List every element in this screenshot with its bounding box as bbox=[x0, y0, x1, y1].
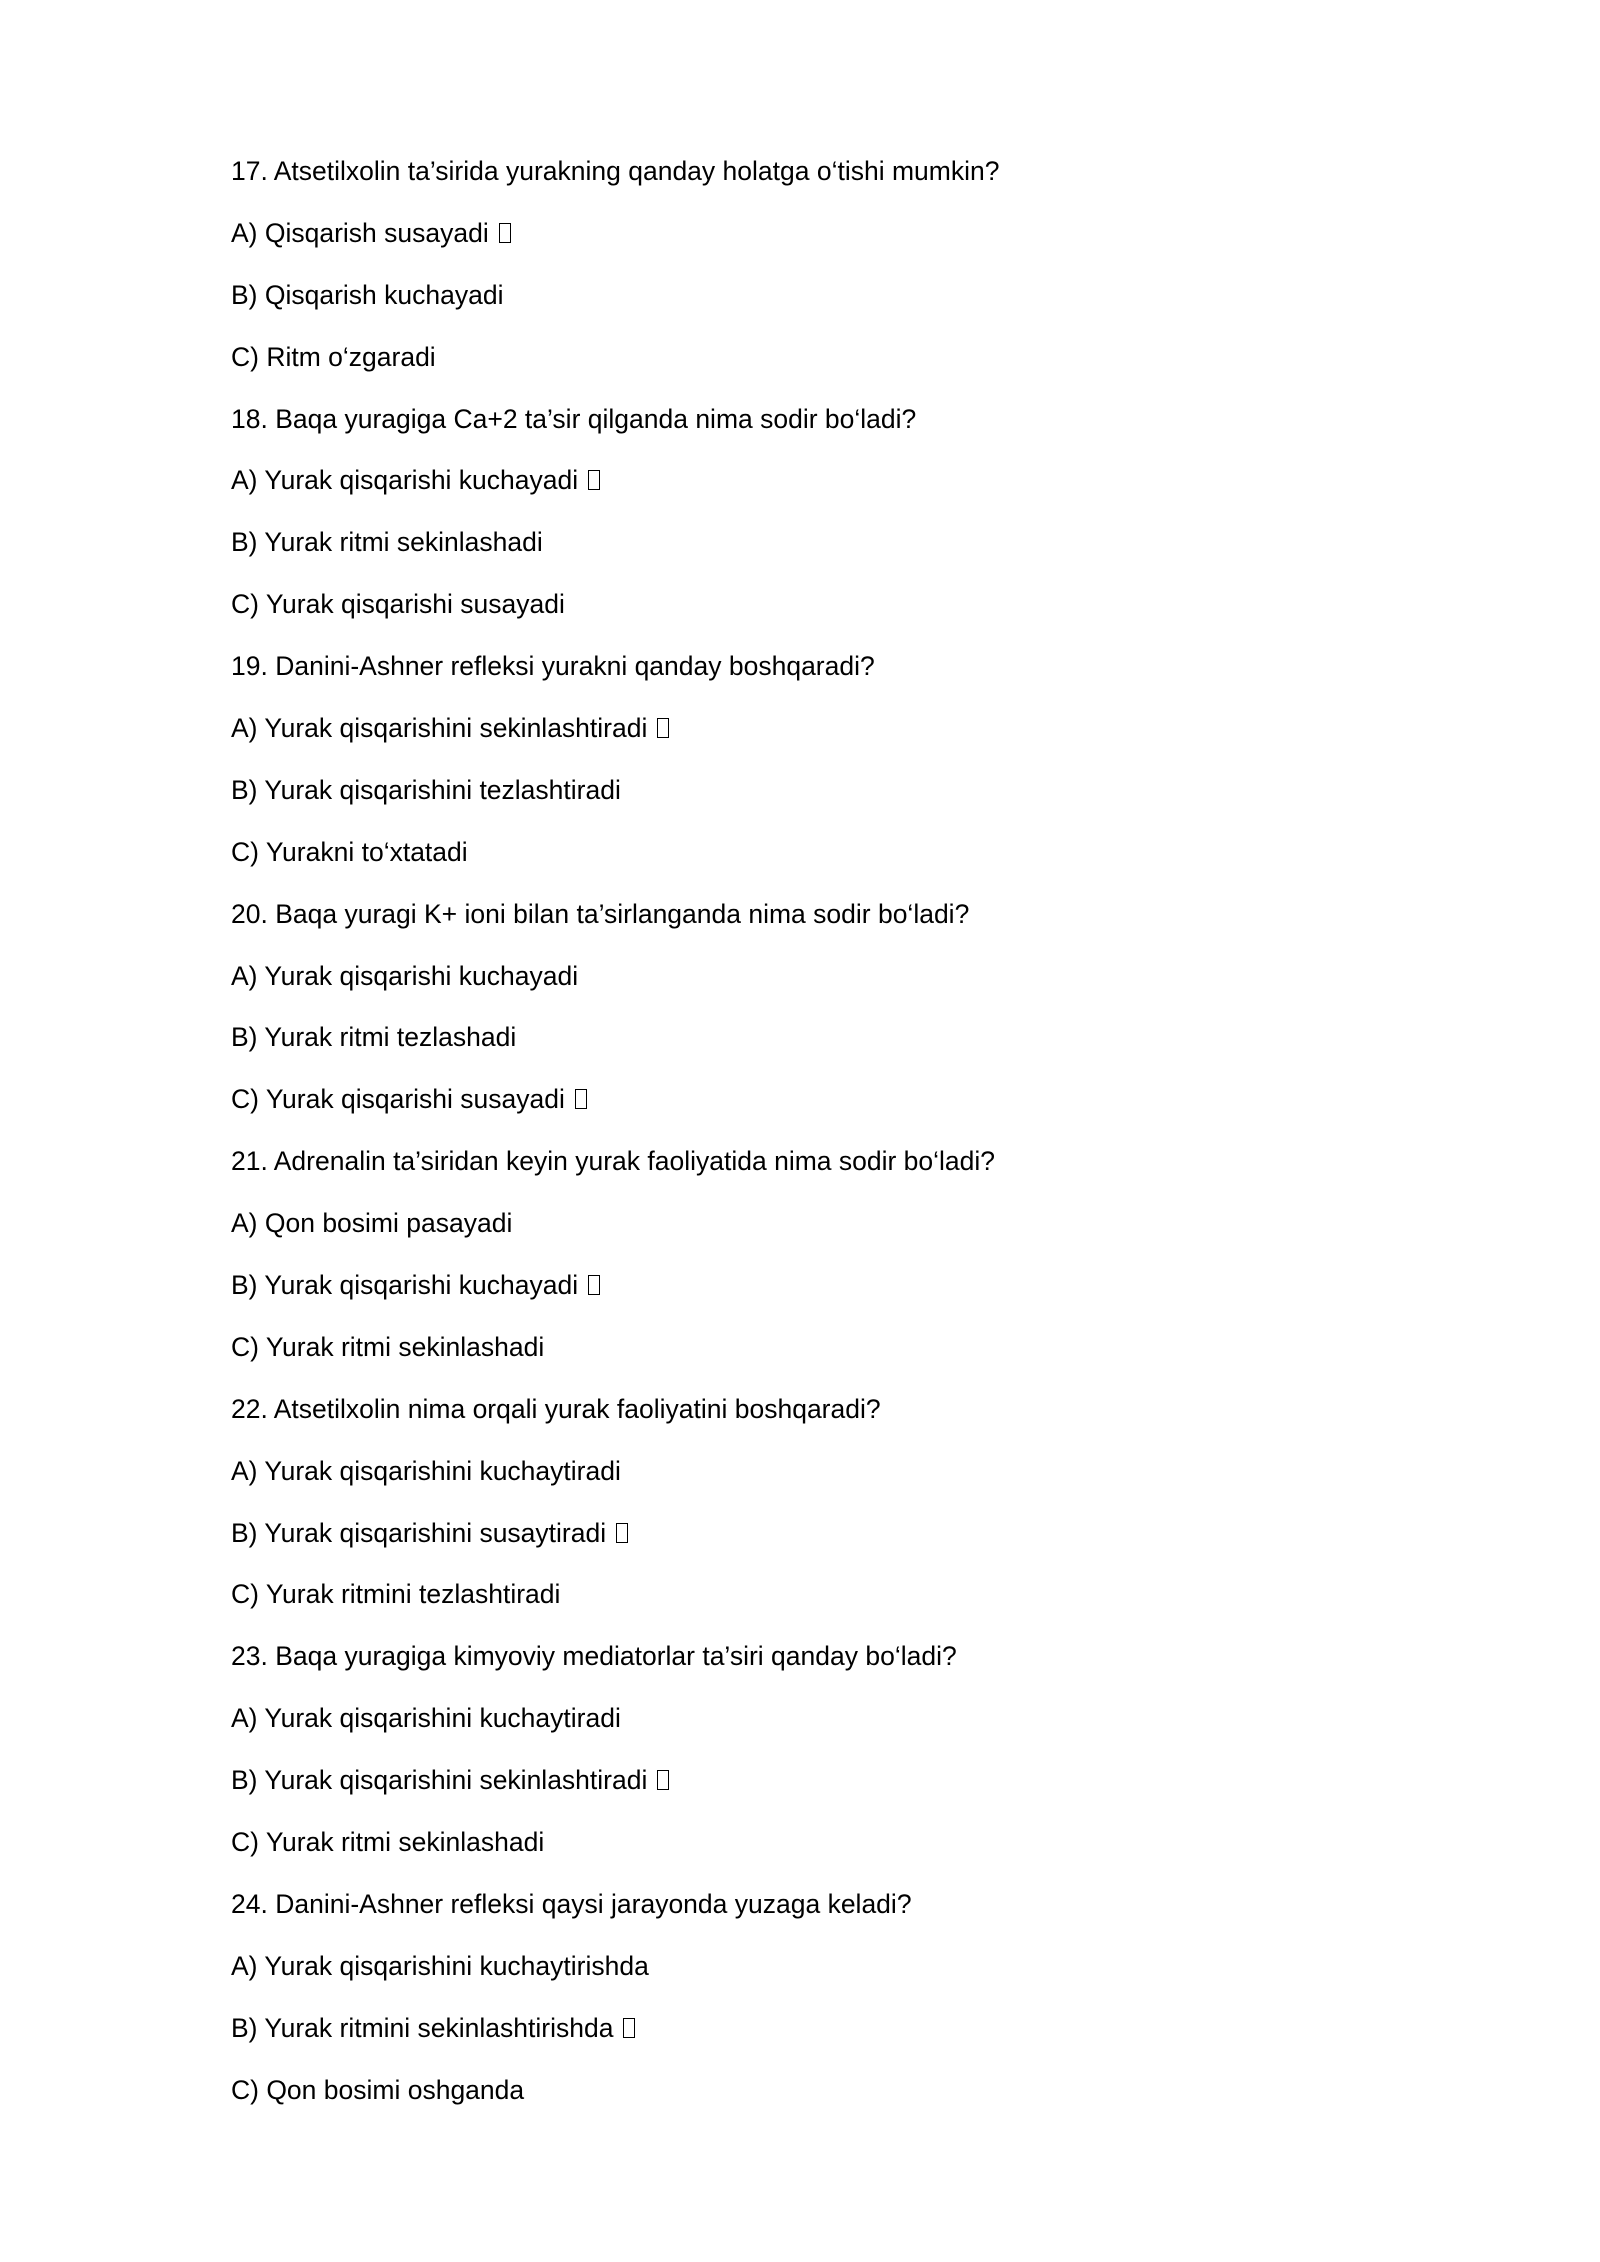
correct-answer-mark-icon bbox=[616, 1523, 628, 1543]
answer-option bbox=[231, 1326, 1411, 1388]
question-text: 19. Danini-Ashner refleksi yurakni qanday boshqaradi? bbox=[231, 651, 875, 682]
answer-option bbox=[231, 212, 1411, 274]
answer-option bbox=[231, 1078, 1411, 1140]
answer-option bbox=[231, 2069, 1411, 2131]
answer-option-text: B) Yurak qisqarishini sekinlashtiradi bbox=[231, 1765, 648, 1796]
correct-answer-mark-icon bbox=[499, 223, 511, 243]
answer-option bbox=[231, 274, 1411, 336]
answer-option-text: B) Yurak qisqarishini susaytiradi bbox=[231, 1517, 607, 1548]
answer-option bbox=[231, 1945, 1411, 2007]
answer-option bbox=[231, 707, 1411, 769]
answer-option bbox=[231, 1264, 1411, 1326]
answer-option-text: C) Yurak ritmi sekinlashadi bbox=[231, 1331, 545, 1362]
answer-option-text: C) Yurak ritmini tezlashtiradi bbox=[231, 1579, 561, 1610]
correct-answer-mark-icon bbox=[588, 1275, 600, 1295]
question-text: 21. Adrenalin ta’siridan keyin yurak faoliyatida nima sodir bo‘ladi? bbox=[231, 1146, 996, 1177]
answer-option bbox=[231, 1202, 1411, 1264]
answer-option-text: B) Yurak qisqarishini tezlashtiradi bbox=[231, 774, 621, 805]
question-list bbox=[231, 150, 1411, 2131]
answer-option bbox=[231, 336, 1411, 398]
question-text: 23. Baqa yuragiga kimyoviy mediatorlar ta’siri qanday bo‘ladi? bbox=[231, 1641, 957, 1672]
answer-option bbox=[231, 2007, 1411, 2069]
answer-option-text: A) Yurak qisqarishini sekinlashtiradi bbox=[231, 713, 648, 744]
answer-option bbox=[231, 955, 1411, 1017]
answer-option bbox=[231, 1821, 1411, 1883]
correct-answer-mark-icon bbox=[657, 1770, 669, 1790]
answer-option-text: B) Yurak ritmi tezlashadi bbox=[231, 1022, 517, 1053]
answer-option-text: C) Qon bosimi oshganda bbox=[231, 2074, 525, 2105]
answer-option bbox=[231, 1759, 1411, 1821]
answer-option bbox=[231, 769, 1411, 831]
answer-option-text: A) Yurak qisqarishi kuchayadi bbox=[231, 960, 579, 991]
answer-option-text: A) Yurak qisqarishini kuchaytiradi bbox=[231, 1455, 621, 1486]
answer-option bbox=[231, 459, 1411, 521]
question-text: 18. Baqa yuragiga Ca+2 ta’sir qilganda nima sodir bo‘ladi? bbox=[231, 403, 917, 434]
answer-option-text: B) Yurak ritmini sekinlashtirishda bbox=[231, 2012, 614, 2043]
answer-option bbox=[231, 521, 1411, 583]
correct-answer-mark-icon bbox=[588, 470, 600, 490]
answer-option-text: A) Qon bosimi pasayadi bbox=[231, 1208, 513, 1239]
answer-option-text: B) Yurak ritmi sekinlashadi bbox=[231, 527, 543, 558]
correct-answer-mark-icon bbox=[657, 718, 669, 738]
question-text: 22. Atsetilxolin nima orqali yurak faoliyatini boshqaradi? bbox=[231, 1393, 881, 1424]
answer-option-text: A) Yurak qisqarishini kuchaytiradi bbox=[231, 1703, 621, 1734]
answer-option-text: B) Yurak qisqarishi kuchayadi bbox=[231, 1270, 579, 1301]
question-text: 20. Baqa yuragi K+ ioni bilan ta’sirlanganda nima sodir bo‘ladi? bbox=[231, 898, 970, 929]
answer-option bbox=[231, 1016, 1411, 1078]
question-text: 24. Danini-Ashner refleksi qaysi jarayonda yuzaga keladi? bbox=[231, 1888, 912, 1919]
question-text: 17. Atsetilxolin ta’sirida yurakning qanday holatga o‘tishi mumkin? bbox=[231, 156, 1000, 186]
answer-option bbox=[231, 583, 1411, 645]
answer-option bbox=[231, 1697, 1411, 1759]
answer-option-text: A) Qisqarish susayadi bbox=[231, 217, 489, 248]
answer-option-text: C) Yurak qisqarishi susayadi bbox=[231, 589, 565, 620]
answer-option-text: C) Ritm o‘zgaradi bbox=[231, 341, 436, 372]
answer-option bbox=[231, 1450, 1411, 1512]
answer-option bbox=[231, 1573, 1411, 1635]
answer-option-text: C) Yurak ritmi sekinlashadi bbox=[231, 1827, 545, 1858]
correct-answer-mark-icon bbox=[575, 1089, 587, 1109]
answer-option-text: A) Yurak qisqarishini kuchaytirishda bbox=[231, 1950, 649, 1981]
answer-option-text: C) Yurak qisqarishi susayadi bbox=[231, 1084, 565, 1115]
answer-option-text: A) Yurak qisqarishi kuchayadi bbox=[231, 465, 579, 496]
answer-option-text: B) Qisqarish kuchayadi bbox=[231, 279, 504, 310]
answer-option bbox=[231, 831, 1411, 893]
answer-option bbox=[231, 1512, 1411, 1574]
answer-option-text: C) Yurakni to‘xtatadi bbox=[231, 836, 468, 867]
correct-answer-mark-icon bbox=[623, 2018, 635, 2038]
